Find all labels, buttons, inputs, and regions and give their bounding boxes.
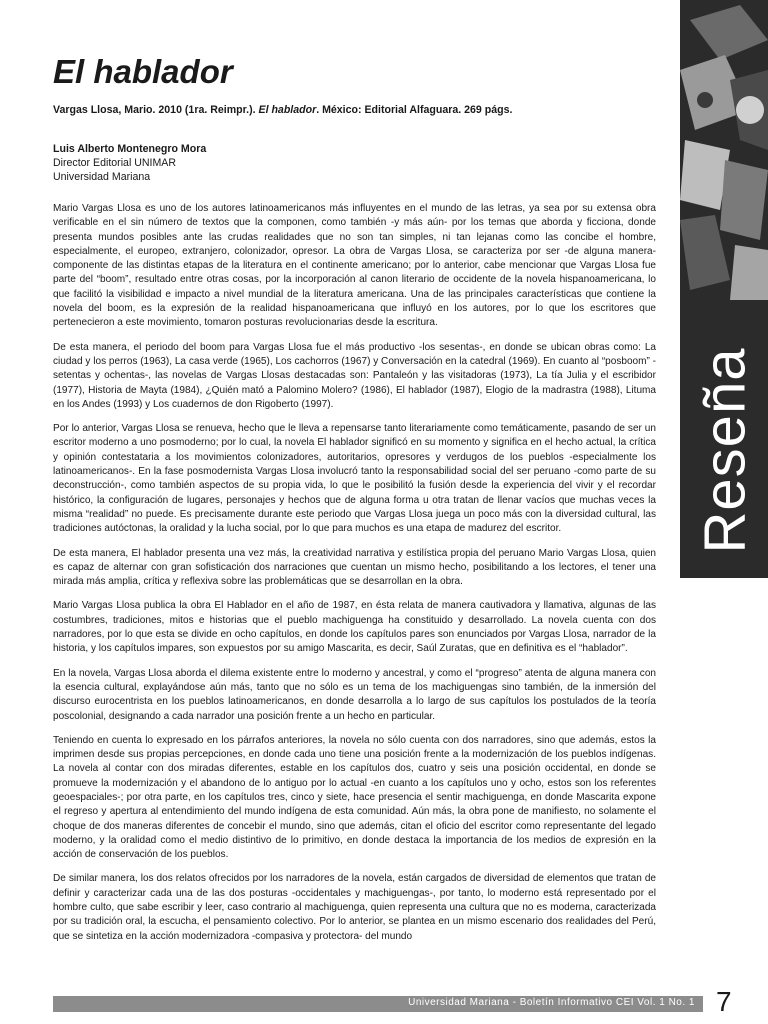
paragraph-1: Mario Vargas Llosa es uno de los autores latinoamericanos más influyentes en el mundo de las letras, ya sea por su extensa obra verificable en el sin número de textos que la componen, como también -y más aún- por los temas que aborda y ficciona, donde presenta mundos posibles ante las crudas realidades que no son tan simples, ni tan lejanas como las concibe el hombre, especialmente, el europeo, extranjero, colonizador, opresor. La obra de Vargas Llosa, se caracteriza por ser -de alguna manera- componente de las distintas etapas de la literatura en el continente americano; por lo anterior, cabe mencionar que Vargas Llosa fue parte del “boom”, resultado entre otras cosas, por la incorporación al canon literario de occidente de la novela hispanoamericana, lo que facilitó la visibilidad e impacto a nivel mundial de la literatura americana. Una de las principales características que contiene la novela del boom, es la expresión de la realidad hispanoamericana que influyó en los autores, por lo que los escritores que pertenecieron a este movimiento, tomaron posturas revolucionarias desde la escritura. — [53, 203, 656, 329]
paragraph-2: De esta manera, el periodo del boom para Vargas Llosa fue el más productivo -los sesentas-, en donde se ubican obras como: La ciudad y los perros (1963), La casa verde (1965), Los cachorros (1967) y Conversación en la catedral (1969). En cuanto al “posboom” -setentas y ochentas-, las novelas de Vargas Llosas destacadas son: Pantaleón y las visitadoras (1973), La tía Julia y el escribidor (1977), Historia de Mayta (1984), ¿Quién mató a Palomino Molero? (1986), El hablador (1987), Elogio de la madrastra (1988), Lituma en los Andes (1993) y Los cuadernos de don Rigoberto (1997). — [53, 341, 656, 410]
author-role: Director Editorial UNIMAR — [53, 157, 177, 169]
paragraph-3: Por lo anterior, Vargas Llosa se renueva, hecho que le lleva a repensarse tanto literariamente como temáticamente, pasando de ser un escritor moderno a uno posmoderno; por lo cual, la novela El hablador significó en su momento y significa en el hecho actual, la crítica y opinión contestataria a los movimientos colonizadores, autoritarios, opresores y verdugos de los pueblos -especialmente los latinoamericanos-. En la fase posmodernista Vargas Llosa involucró tanto la responsabilidad social del ser peruano -como parte de su deconstrucción-, como también aspectos de su propia vida, lo que le posibilitó la fusión desde la experiencia del vivir y el recordar histórico, la configuración de lugares, personajes y hechos que de alguna forma u otra tratan de llenar vacíos que muchas veces la misma “realidad” no puede. Es precisamente durante este periodo que Vargas Llosa juega un poco más con la diversidad cultural, las tradiciones autóctonas, la oralidad y la lucha social, por lo que para muchos es una etapa de madurez del escritor. — [53, 423, 656, 535]
footer-text: Universidad Mariana - Boletín Informativo CEI Vol. 1 No. 1 — [408, 997, 695, 1008]
section-label: Reseña — [692, 347, 758, 553]
paragraph-6: En la novela, Vargas Llosa aborda el dilema existente entre lo moderno y ancestral, y como el “progreso” atenta de alguna manera con la esencia cultural, explayándose aún más, tanto que no sólo es un tema de los machiguengas sino también, de la inmersión del discurso eurocentrista en los pueblos latinoamericanos, en donde desarrolla a lo largo de sus capítulos los postulados de la teoría poscolonial, designando a cada narrador una posición frente a un hecho en particular. — [53, 667, 656, 722]
reference-prefix: Vargas Llosa, Mario. 2010 (1ra. Reimpr.). — [53, 104, 259, 116]
decorative-collage — [680, 0, 768, 300]
reference-suffix: . México: Editorial Alfaguara. 269 págs. — [316, 104, 513, 116]
paragraph-7: Teniendo en cuenta lo expresado en los párrafos anteriores, la novela no sólo cuenta con dos narradores, sino que además, estos la imprimen desde sus propias percepciones, en donde cada uno tiene una posición frente a la modernización de los pueblos indígenas. La novela al contar con dos miradas diferentes, estable en los capítulos dos, cuatro y seis una posición occidental, en donde se promueve la modernización y el abandono de lo antiguo por lo actual -en cuanto a los capítulos uno y ocho, estos son los referentes geoespaciales-; por otra parte, en los capítulos tres, cinco y siete, hace presencia el sentir machiguenga, en donde Mascarita expone el regreso y apertura al entendimiento del mundo indígena de esta comunidad. Aún más, la obra pone de manifiesto, no solamente el choque de dos maneras diferentes de concebir el mundo, sino que además, citan el oficio del escritor como representante del legado moderno, y la oralidad como el medio distintivo de lo primitivo, en donde destaca la importancia de los medios de expresión en la acción de conservación de los pueblos. — [53, 734, 656, 861]
author-institution: Universidad Mariana — [53, 171, 151, 183]
article — [53, 52, 656, 954]
page-number: 7 — [716, 986, 732, 1017]
bibliographic-reference — [53, 104, 656, 116]
article-body — [53, 202, 656, 944]
paragraph-5: Mario Vargas Llosa publica la obra El Hablador en el año de 1987, en ésta relata de manera cautivadora y llamativa, algunas de las costumbres, tradiciones, mitos e historias que el pueblo machiguenga ha constituido y desarrollado. La novela cuenta con dos narradores, por lo que esta se divide en ocho capítulos, en donde los capítulos pares son enunciados por Vargas Llosa, narrador de la historia, y los capítulos impares, son expuestos por su amigo Mascarita, es decir, Saúl Zuratas, que en definitiva es el “hablador”. — [53, 600, 656, 655]
paragraph-4: De esta manera, El hablador presenta una vez más, la creatividad narrativa y estilística propia del peruano Mario Vargas Llosa, quien es capaz de alternar con gran sofisticación dos narraciones que cuentan un mismo hecho, posibilitando a los lectores, el tener una mirada más amplia, crítica y reflexiva sobre las problemáticas que se desarrollan en la obra. — [53, 547, 656, 588]
footer-bar — [53, 996, 703, 1012]
paragraph-8: De similar manera, los dos relatos ofrecidos por los narradores de la novela, están cargados de diversidad de elementos que tratan de definir y caracterizar cada una de las dos posturas -occidentales y machiguengas-, por tanto, lo moderno está representado por el hombre culto, que sabe escribir y leer, caso contrario al machiguenga, quien representa una cultura que no es moderna, caracterizada por su tradición oral, la escucha, el pensamiento colectivo. Por lo anterior, se plantea en un mismo escenario dos realidades del Perú, que se sintetiza en la acción modernizadora -compasiva y protectora- del mundo — [53, 873, 656, 942]
author-name: Luis Alberto Montenegro Mora — [53, 143, 207, 155]
section-label-container — [690, 330, 760, 570]
author-block — [53, 142, 656, 184]
reference-title: El hablador — [258, 104, 317, 116]
article-title: El hablador — [53, 53, 233, 90]
